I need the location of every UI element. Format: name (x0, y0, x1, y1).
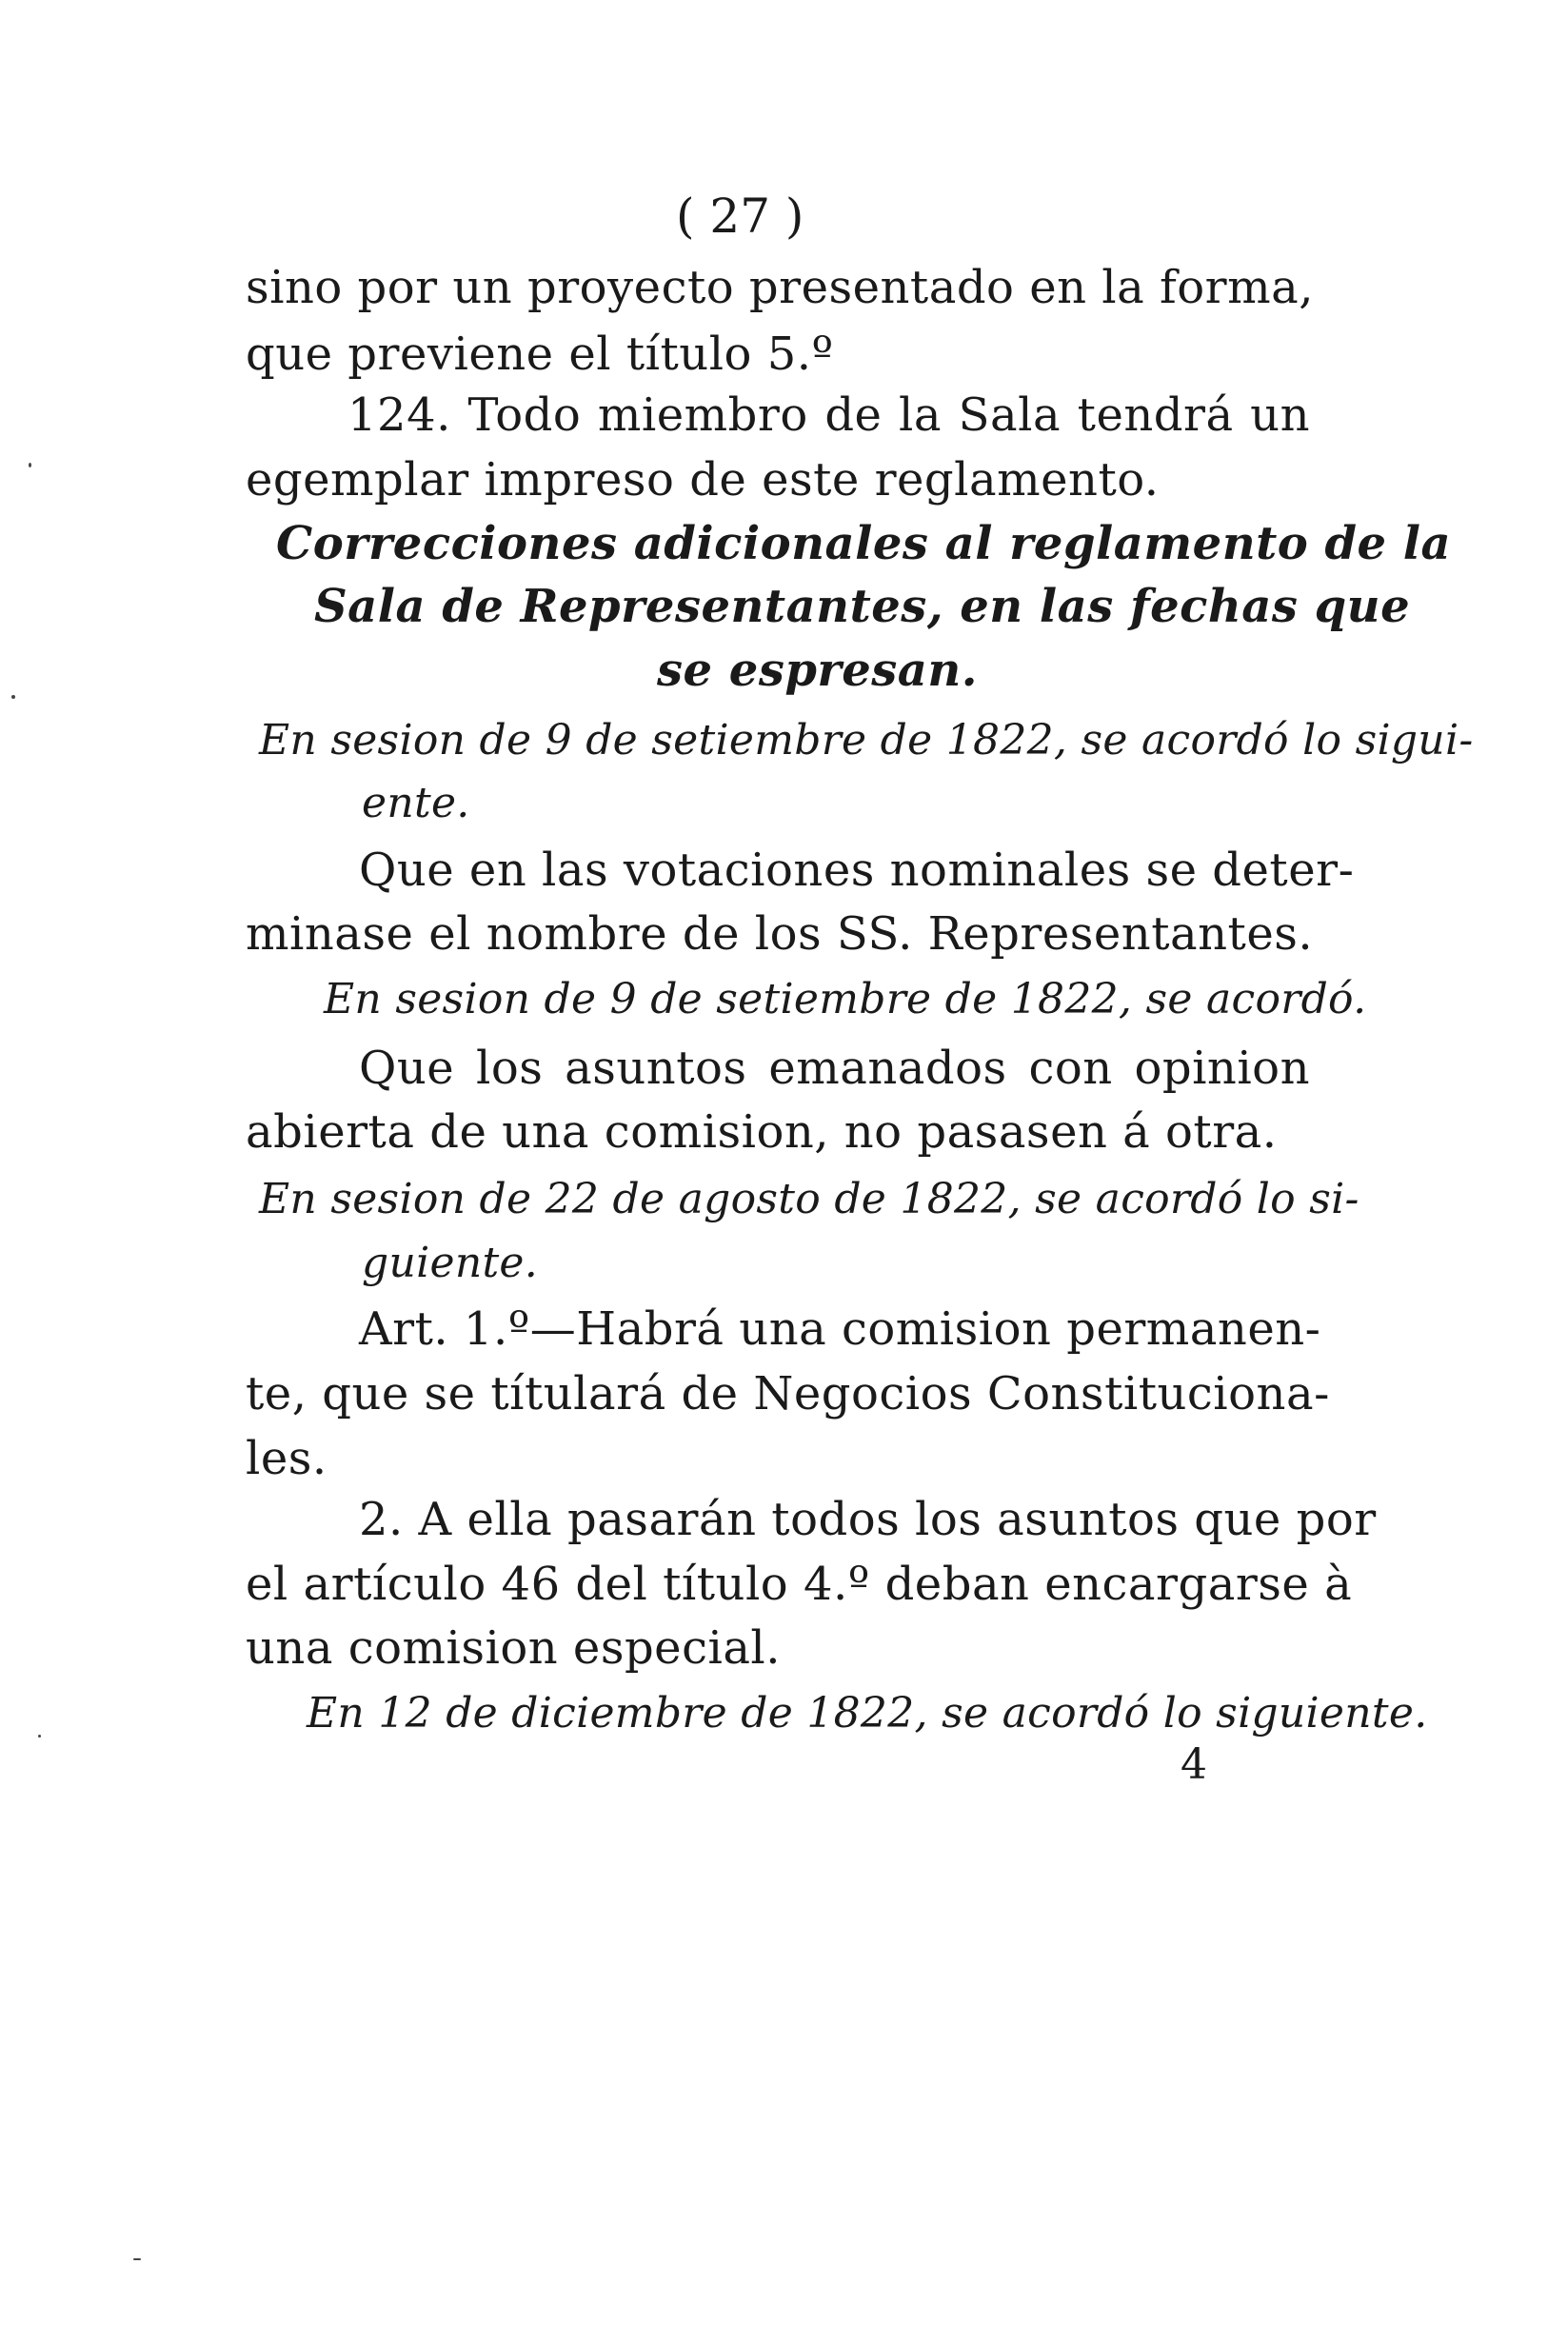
text-line: el artículo 46 del título 4.º deban encargarse à (246, 1558, 1353, 1611)
text-line: que previene el título 5.º (246, 328, 834, 381)
text-line: minase el nombre de los SS. Representantes. (246, 907, 1314, 961)
session-note: En sesion de 9 de setiembre de 1822, se acordó. (324, 975, 1367, 1023)
paper-speck (11, 695, 15, 699)
text-line: te, que se títulará de Negocios Constituciona- (246, 1367, 1330, 1420)
section-heading: Correcciones adicionales al reglamento de la (276, 517, 1452, 570)
text-line: egemplar impreso de este reglamento. (246, 453, 1160, 507)
text-line: Que los asuntos emanados con opinion (359, 1042, 1310, 1095)
text-line: sino por un proyecto presentado en la forma, (246, 261, 1315, 314)
session-note: ente. (362, 779, 470, 827)
paper-speck (29, 463, 31, 467)
page-number: ( 27 ) (676, 189, 804, 244)
text-line: abierta de una comision, no pasasen á otra. (246, 1105, 1278, 1159)
text-line: una comision especial. (246, 1621, 782, 1675)
session-note: En sesion de 9 de setiembre de 1822, se acordó lo sigui- (259, 716, 1474, 765)
session-note: En sesion de 22 de agosto de 1822, se acordó lo si- (259, 1175, 1360, 1223)
text-line: Art. 1.º—Habrá una comision permanen- (359, 1302, 1321, 1356)
text-line: les. (246, 1432, 327, 1485)
section-heading: se espresan. (657, 644, 978, 697)
session-note: guiente. (362, 1239, 539, 1287)
signature-mark: 4 (1181, 1740, 1207, 1789)
text-line: Que en las votaciones nominales se deter- (359, 844, 1355, 897)
paper-speck (133, 2258, 141, 2260)
text-line: 124. Todo miembro de la Sala tendrá un (347, 388, 1310, 442)
text-line: 2. A ella pasarán todos los asuntos que por (359, 1493, 1377, 1546)
section-heading: Sala de Representantes, en las fechas que (314, 580, 1411, 633)
paper-speck (38, 1735, 41, 1738)
session-note: En 12 de diciembre de 1822, se acordó lo siguiente. (307, 1689, 1428, 1738)
